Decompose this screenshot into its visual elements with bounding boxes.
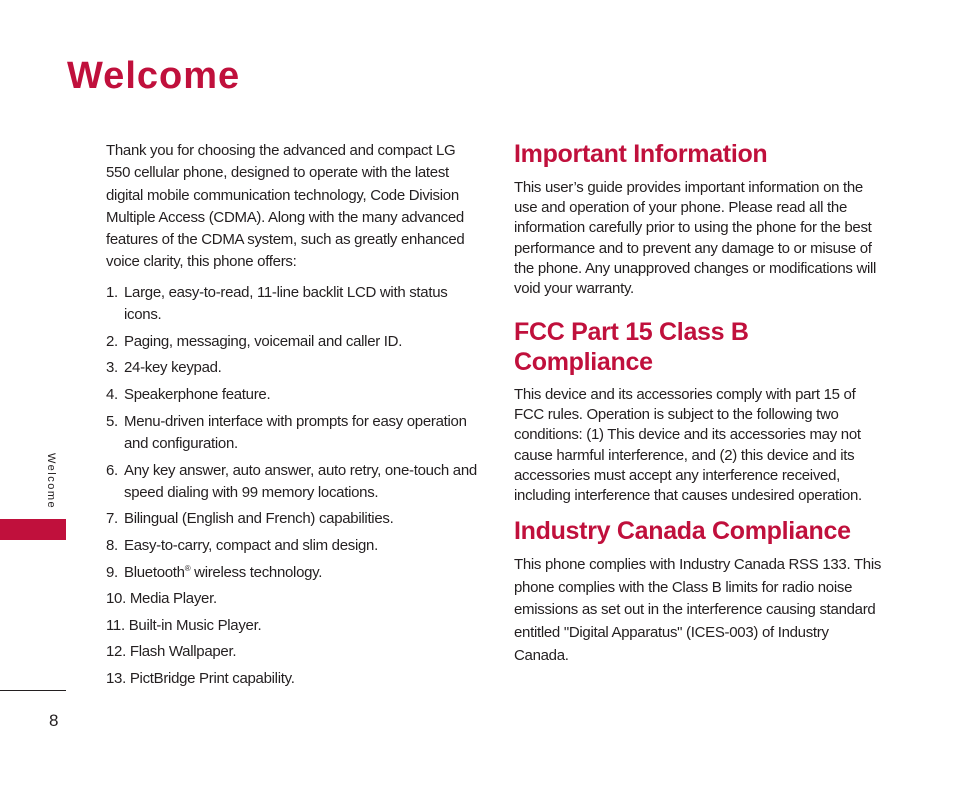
list-item [106, 460, 481, 505]
footer-divider [0, 690, 66, 691]
bluetooth-label: Bluetooth [124, 563, 185, 581]
page-number: 8 [49, 711, 59, 730]
list-item-number: 4. [106, 386, 118, 404]
list-item [106, 641, 481, 663]
list-item-number: 3. [106, 359, 118, 377]
side-tab-label: Welcome [45, 453, 57, 510]
list-item-text: Large, easy-to-read, 11-line backlit LCD with status icons. [124, 284, 448, 324]
list-item [106, 668, 481, 690]
list-item [106, 588, 481, 610]
list-item-number: 13. [106, 670, 126, 688]
list-item-number: 9. [106, 563, 118, 581]
list-item [106, 282, 481, 327]
bluetooth-suffix: wireless technology. [190, 563, 323, 581]
list-item [106, 384, 481, 406]
section-heading: Important Information [514, 140, 768, 168]
list-item [106, 535, 481, 557]
list-item [106, 508, 481, 530]
list-item-text: Speakerphone feature. [124, 386, 271, 404]
list-item-number: 10. [106, 590, 126, 608]
list-item-text: Media Player. [129, 590, 217, 608]
section-body: This user’s guide provides important information on the use and operation of your phone. Please read all the information carefully prior to using the phone for the best performance and to prevent any damage to or misuse of the phone. Any unapproved changes or modifications will void your warranty. [514, 179, 877, 298]
list-item-text [124, 562, 481, 584]
list-item-number: 12. [106, 643, 126, 661]
registered-mark: ® [184, 563, 191, 573]
section-heading: Industry Canada Compliance [514, 517, 851, 545]
list-item [106, 562, 481, 584]
list-item-text: Paging, messaging, voicemail and caller ID. [124, 332, 403, 350]
list-item-text: PictBridge Print capability. [129, 670, 295, 688]
side-tab-marker [0, 519, 66, 540]
page-title: Welcome [67, 55, 241, 97]
list-item-number: 5. [106, 412, 118, 430]
section-heading: FCC Part 15 Class B Compliance [514, 318, 749, 376]
list-item-number: 2. [106, 332, 118, 350]
list-item-text: Any key answer, auto answer, auto retry, one-touch and speed dialing with 99 memory locations. [124, 461, 477, 501]
list-item-number: 11. [106, 616, 125, 634]
list-item-number: 1. [106, 284, 118, 301]
list-item-text: 24-key keypad. [124, 359, 222, 377]
list-item-text: Easy-to-carry, compact and slim design. [124, 537, 378, 555]
fcc-compliance-section [514, 317, 884, 506]
industry-canada-section [514, 516, 884, 668]
section-body: This device and its accessories comply with part 15 of FCC rules. Operation is subject to the following two conditions: (1) This device and its accessories may not cause harmful interference, and (2) this device and its accessories must accept any interference received, including interference that causes undesired operation. [514, 386, 862, 505]
list-item-number: 8. [106, 537, 118, 555]
list-item-number: 6. [106, 461, 118, 479]
list-item [106, 615, 481, 637]
important-information-section [514, 139, 884, 299]
list-item-text: Built-in Music Player. [128, 616, 262, 634]
list-item-number: 7. [106, 510, 118, 528]
list-item-text: Flash Wallpaper. [129, 643, 237, 661]
section-body: This phone complies with Industry Canada RSS 133. This phone complies with the Class B limits for radio noise emissions as set out in the interference causing standard entitled "Digital Apparatus" (ICES-003) of Industry Canada. [514, 556, 882, 664]
list-item-text: Bilingual (English and French) capabilities. [124, 510, 394, 528]
intro-paragraph: Thank you for choosing the advanced and compact LG 550 cellular phone, designed to operate with the latest digital mobile communication technology, Code Division Multiple Access (CDMA). Along with the many advanced features of the CDMA system, such as greatly enhanced voice clarity, this phone offers: [106, 142, 465, 271]
feature-list [106, 282, 481, 695]
list-item [106, 357, 481, 379]
list-item-text: Menu-driven interface with prompts for easy operation and configuration. [124, 412, 467, 452]
list-item [106, 331, 481, 353]
list-item [106, 411, 481, 456]
